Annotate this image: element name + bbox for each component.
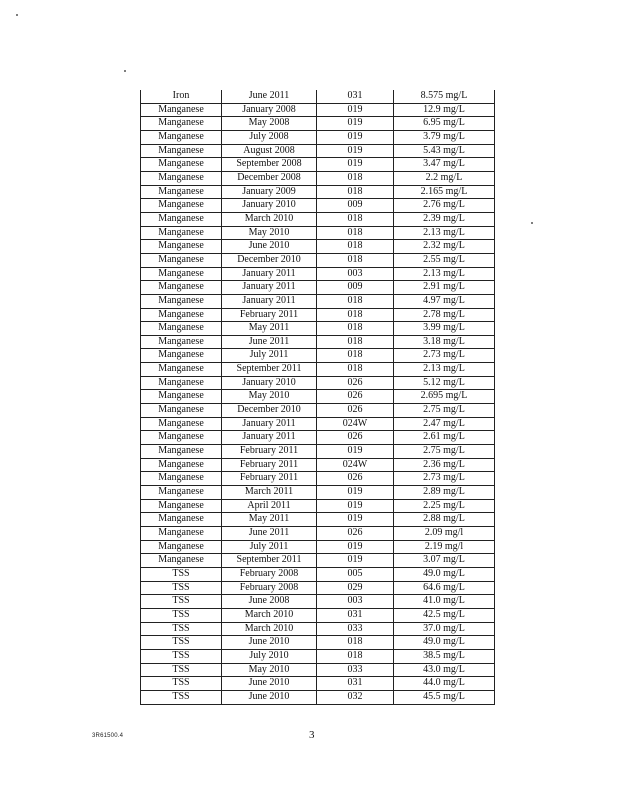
outfall-cell: 003 xyxy=(317,595,394,609)
value-cell: 3.47 mg/L xyxy=(394,158,495,172)
parameter-cell: Manganese xyxy=(141,363,222,377)
table-row xyxy=(141,117,495,131)
date-cell: February 2011 xyxy=(222,445,317,459)
table-row xyxy=(141,390,495,404)
date-cell: January 2010 xyxy=(222,199,317,213)
value-cell: 2.89 mg/L xyxy=(394,486,495,500)
date-cell: June 2011 xyxy=(222,527,317,541)
value-cell: 3.07 mg/L xyxy=(394,554,495,568)
parameter-cell: Manganese xyxy=(141,158,222,172)
table-row xyxy=(141,622,495,636)
outfall-cell: 018 xyxy=(317,253,394,267)
parameter-cell: Manganese xyxy=(141,322,222,336)
table-row xyxy=(141,527,495,541)
table-row xyxy=(141,567,495,581)
outfall-cell: 018 xyxy=(317,649,394,663)
scan-speck xyxy=(16,14,18,16)
outfall-cell: 019 xyxy=(317,486,394,500)
parameter-cell: Manganese xyxy=(141,199,222,213)
parameter-cell: Manganese xyxy=(141,390,222,404)
outfall-cell: 019 xyxy=(317,513,394,527)
value-cell: 37.0 mg/L xyxy=(394,622,495,636)
value-cell: 2.61 mg/L xyxy=(394,431,495,445)
value-cell: 2.2 mg/L xyxy=(394,171,495,185)
outfall-cell: 018 xyxy=(317,226,394,240)
value-cell: 64.6 mg/L xyxy=(394,581,495,595)
outfall-cell: 029 xyxy=(317,581,394,595)
date-cell: January 2010 xyxy=(222,376,317,390)
value-cell: 3.79 mg/L xyxy=(394,130,495,144)
date-cell: January 2011 xyxy=(222,281,317,295)
parameter-cell: Manganese xyxy=(141,103,222,117)
table-row xyxy=(141,144,495,158)
value-cell: 2.36 mg/L xyxy=(394,458,495,472)
outfall-cell: 018 xyxy=(317,335,394,349)
outfall-cell: 019 xyxy=(317,144,394,158)
date-cell: July 2011 xyxy=(222,540,317,554)
table-row xyxy=(141,472,495,486)
date-cell: December 2010 xyxy=(222,253,317,267)
parameter-cell: Manganese xyxy=(141,513,222,527)
parameter-cell: Manganese xyxy=(141,499,222,513)
date-cell: April 2011 xyxy=(222,499,317,513)
outfall-cell: 031 xyxy=(317,90,394,103)
date-cell: December 2008 xyxy=(222,171,317,185)
table-row xyxy=(141,349,495,363)
value-cell: 2.75 mg/L xyxy=(394,445,495,459)
outfall-cell: 024W xyxy=(317,458,394,472)
date-cell: June 2008 xyxy=(222,595,317,609)
parameter-cell: Manganese xyxy=(141,267,222,281)
outfall-cell: 026 xyxy=(317,390,394,404)
outfall-cell: 018 xyxy=(317,171,394,185)
value-cell: 12.9 mg/L xyxy=(394,103,495,117)
table-row xyxy=(141,376,495,390)
date-cell: February 2011 xyxy=(222,472,317,486)
parameter-cell: Manganese xyxy=(141,376,222,390)
parameter-cell: Manganese xyxy=(141,540,222,554)
date-cell: March 2010 xyxy=(222,622,317,636)
value-cell: 2.13 mg/L xyxy=(394,363,495,377)
exceedance-table xyxy=(140,90,495,705)
table-row xyxy=(141,267,495,281)
table-row xyxy=(141,458,495,472)
value-cell: 3.18 mg/L xyxy=(394,335,495,349)
table-row xyxy=(141,240,495,254)
scan-speck xyxy=(124,70,126,72)
table-row xyxy=(141,185,495,199)
parameter-cell: Manganese xyxy=(141,404,222,418)
date-cell: February 2011 xyxy=(222,308,317,322)
value-cell: 2.09 mg/l xyxy=(394,527,495,541)
outfall-cell: 026 xyxy=(317,527,394,541)
table-row xyxy=(141,581,495,595)
table-row xyxy=(141,677,495,691)
outfall-cell: 018 xyxy=(317,185,394,199)
table-row xyxy=(141,540,495,554)
value-cell: 6.95 mg/L xyxy=(394,117,495,131)
value-cell: 49.0 mg/L xyxy=(394,567,495,581)
outfall-cell: 019 xyxy=(317,540,394,554)
table-row xyxy=(141,554,495,568)
table-row xyxy=(141,335,495,349)
value-cell: 2.695 mg/L xyxy=(394,390,495,404)
page-number: 3 xyxy=(309,729,315,741)
value-cell: 2.73 mg/L xyxy=(394,472,495,486)
table-row xyxy=(141,103,495,117)
table-row xyxy=(141,636,495,650)
table-row xyxy=(141,322,495,336)
table-row xyxy=(141,212,495,226)
parameter-cell: TSS xyxy=(141,649,222,663)
outfall-cell: 018 xyxy=(317,349,394,363)
parameter-cell: Manganese xyxy=(141,130,222,144)
value-cell: 2.25 mg/L xyxy=(394,499,495,513)
parameter-cell: TSS xyxy=(141,595,222,609)
outfall-cell: 019 xyxy=(317,158,394,172)
value-cell: 2.165 mg/L xyxy=(394,185,495,199)
parameter-cell: Manganese xyxy=(141,281,222,295)
date-cell: January 2011 xyxy=(222,267,317,281)
value-cell: 43.0 mg/L xyxy=(394,663,495,677)
parameter-cell: Manganese xyxy=(141,171,222,185)
value-cell: 2.32 mg/L xyxy=(394,240,495,254)
outfall-cell: 033 xyxy=(317,663,394,677)
parameter-cell: Manganese xyxy=(141,117,222,131)
date-cell: June 2010 xyxy=(222,690,317,704)
table-row xyxy=(141,308,495,322)
date-cell: March 2010 xyxy=(222,608,317,622)
date-cell: March 2011 xyxy=(222,486,317,500)
date-cell: May 2010 xyxy=(222,390,317,404)
value-cell: 49.0 mg/L xyxy=(394,636,495,650)
outfall-cell: 018 xyxy=(317,363,394,377)
parameter-cell: Manganese xyxy=(141,349,222,363)
outfall-cell: 019 xyxy=(317,117,394,131)
date-cell: February 2008 xyxy=(222,581,317,595)
date-cell: May 2010 xyxy=(222,663,317,677)
table-row xyxy=(141,417,495,431)
date-cell: August 2008 xyxy=(222,144,317,158)
value-cell: 41.0 mg/L xyxy=(394,595,495,609)
value-cell: 45.5 mg/L xyxy=(394,690,495,704)
table-row xyxy=(141,595,495,609)
table-row xyxy=(141,649,495,663)
parameter-cell: TSS xyxy=(141,690,222,704)
table-row xyxy=(141,130,495,144)
parameter-cell: Manganese xyxy=(141,240,222,254)
value-cell: 38.5 mg/L xyxy=(394,649,495,663)
outfall-cell: 018 xyxy=(317,294,394,308)
value-cell: 2.39 mg/L xyxy=(394,212,495,226)
table-row xyxy=(141,663,495,677)
table-row xyxy=(141,431,495,445)
table-row xyxy=(141,281,495,295)
parameter-cell: TSS xyxy=(141,636,222,650)
value-cell: 2.47 mg/L xyxy=(394,417,495,431)
parameter-cell: Manganese xyxy=(141,226,222,240)
scan-speck xyxy=(531,222,533,224)
parameter-cell: TSS xyxy=(141,581,222,595)
date-cell: September 2008 xyxy=(222,158,317,172)
parameter-cell: Manganese xyxy=(141,253,222,267)
date-cell: May 2011 xyxy=(222,322,317,336)
table-row xyxy=(141,486,495,500)
value-cell: 2.13 mg/L xyxy=(394,267,495,281)
outfall-cell: 018 xyxy=(317,212,394,226)
parameter-cell: Manganese xyxy=(141,294,222,308)
outfall-cell: 032 xyxy=(317,690,394,704)
date-cell: June 2011 xyxy=(222,90,317,103)
table-row xyxy=(141,90,495,103)
table-row xyxy=(141,253,495,267)
document-code: 3R61500.4 xyxy=(92,733,124,739)
date-cell: June 2010 xyxy=(222,677,317,691)
date-cell: July 2010 xyxy=(222,649,317,663)
date-cell: July 2008 xyxy=(222,130,317,144)
value-cell: 2.19 mg/l xyxy=(394,540,495,554)
value-cell: 42.5 mg/L xyxy=(394,608,495,622)
outfall-cell: 019 xyxy=(317,130,394,144)
value-cell: 2.75 mg/L xyxy=(394,404,495,418)
date-cell: February 2008 xyxy=(222,567,317,581)
outfall-cell: 026 xyxy=(317,404,394,418)
parameter-cell: Manganese xyxy=(141,308,222,322)
outfall-cell: 019 xyxy=(317,103,394,117)
outfall-cell: 018 xyxy=(317,308,394,322)
outfall-cell: 019 xyxy=(317,554,394,568)
date-cell: May 2008 xyxy=(222,117,317,131)
table-row xyxy=(141,158,495,172)
value-cell: 2.73 mg/L xyxy=(394,349,495,363)
date-cell: January 2011 xyxy=(222,431,317,445)
value-cell: 5.12 mg/L xyxy=(394,376,495,390)
outfall-cell: 003 xyxy=(317,267,394,281)
parameter-cell: Manganese xyxy=(141,417,222,431)
value-cell: 8.575 mg/L xyxy=(394,90,495,103)
table-row xyxy=(141,226,495,240)
parameter-cell: TSS xyxy=(141,677,222,691)
table-row xyxy=(141,404,495,418)
value-cell: 2.76 mg/L xyxy=(394,199,495,213)
parameter-cell: Manganese xyxy=(141,527,222,541)
value-cell: 5.43 mg/L xyxy=(394,144,495,158)
outfall-cell: 026 xyxy=(317,472,394,486)
value-cell: 2.55 mg/L xyxy=(394,253,495,267)
table-row xyxy=(141,690,495,704)
parameter-cell: Manganese xyxy=(141,472,222,486)
parameter-cell: Manganese xyxy=(141,458,222,472)
parameter-cell: Manganese xyxy=(141,445,222,459)
parameter-cell: Manganese xyxy=(141,335,222,349)
table-row xyxy=(141,608,495,622)
value-cell: 3.99 mg/L xyxy=(394,322,495,336)
outfall-cell: 018 xyxy=(317,322,394,336)
parameter-cell: Manganese xyxy=(141,431,222,445)
outfall-cell: 033 xyxy=(317,622,394,636)
outfall-cell: 026 xyxy=(317,376,394,390)
date-cell: January 2011 xyxy=(222,417,317,431)
value-cell: 2.78 mg/L xyxy=(394,308,495,322)
parameter-cell: Manganese xyxy=(141,554,222,568)
outfall-cell: 026 xyxy=(317,431,394,445)
table-row xyxy=(141,499,495,513)
date-cell: June 2011 xyxy=(222,335,317,349)
date-cell: May 2011 xyxy=(222,513,317,527)
date-cell: December 2010 xyxy=(222,404,317,418)
outfall-cell: 005 xyxy=(317,567,394,581)
outfall-cell: 018 xyxy=(317,636,394,650)
value-cell: 44.0 mg/L xyxy=(394,677,495,691)
parameter-cell: Manganese xyxy=(141,185,222,199)
date-cell: June 2010 xyxy=(222,636,317,650)
date-cell: September 2011 xyxy=(222,363,317,377)
date-cell: July 2011 xyxy=(222,349,317,363)
outfall-cell: 019 xyxy=(317,445,394,459)
parameter-cell: TSS xyxy=(141,622,222,636)
date-cell: May 2010 xyxy=(222,226,317,240)
date-cell: March 2010 xyxy=(222,212,317,226)
value-cell: 2.91 mg/L xyxy=(394,281,495,295)
outfall-cell: 018 xyxy=(317,240,394,254)
date-cell: January 2008 xyxy=(222,103,317,117)
table-row xyxy=(141,294,495,308)
table-row xyxy=(141,363,495,377)
table-body xyxy=(141,90,495,704)
parameter-cell: TSS xyxy=(141,567,222,581)
value-cell: 2.88 mg/L xyxy=(394,513,495,527)
date-cell: January 2011 xyxy=(222,294,317,308)
parameter-cell: Manganese xyxy=(141,212,222,226)
parameter-cell: TSS xyxy=(141,663,222,677)
parameter-cell: TSS xyxy=(141,608,222,622)
outfall-cell: 024W xyxy=(317,417,394,431)
parameter-cell: Iron xyxy=(141,90,222,103)
value-cell: 2.13 mg/L xyxy=(394,226,495,240)
outfall-cell: 019 xyxy=(317,499,394,513)
table-row xyxy=(141,513,495,527)
date-cell: January 2009 xyxy=(222,185,317,199)
outfall-cell: 031 xyxy=(317,677,394,691)
table-row xyxy=(141,171,495,185)
outfall-cell: 009 xyxy=(317,199,394,213)
outfall-cell: 031 xyxy=(317,608,394,622)
value-cell: 4.97 mg/L xyxy=(394,294,495,308)
date-cell: September 2011 xyxy=(222,554,317,568)
outfall-cell: 009 xyxy=(317,281,394,295)
date-cell: February 2011 xyxy=(222,458,317,472)
table-row xyxy=(141,199,495,213)
parameter-cell: Manganese xyxy=(141,144,222,158)
table-row xyxy=(141,445,495,459)
date-cell: June 2010 xyxy=(222,240,317,254)
parameter-cell: Manganese xyxy=(141,486,222,500)
